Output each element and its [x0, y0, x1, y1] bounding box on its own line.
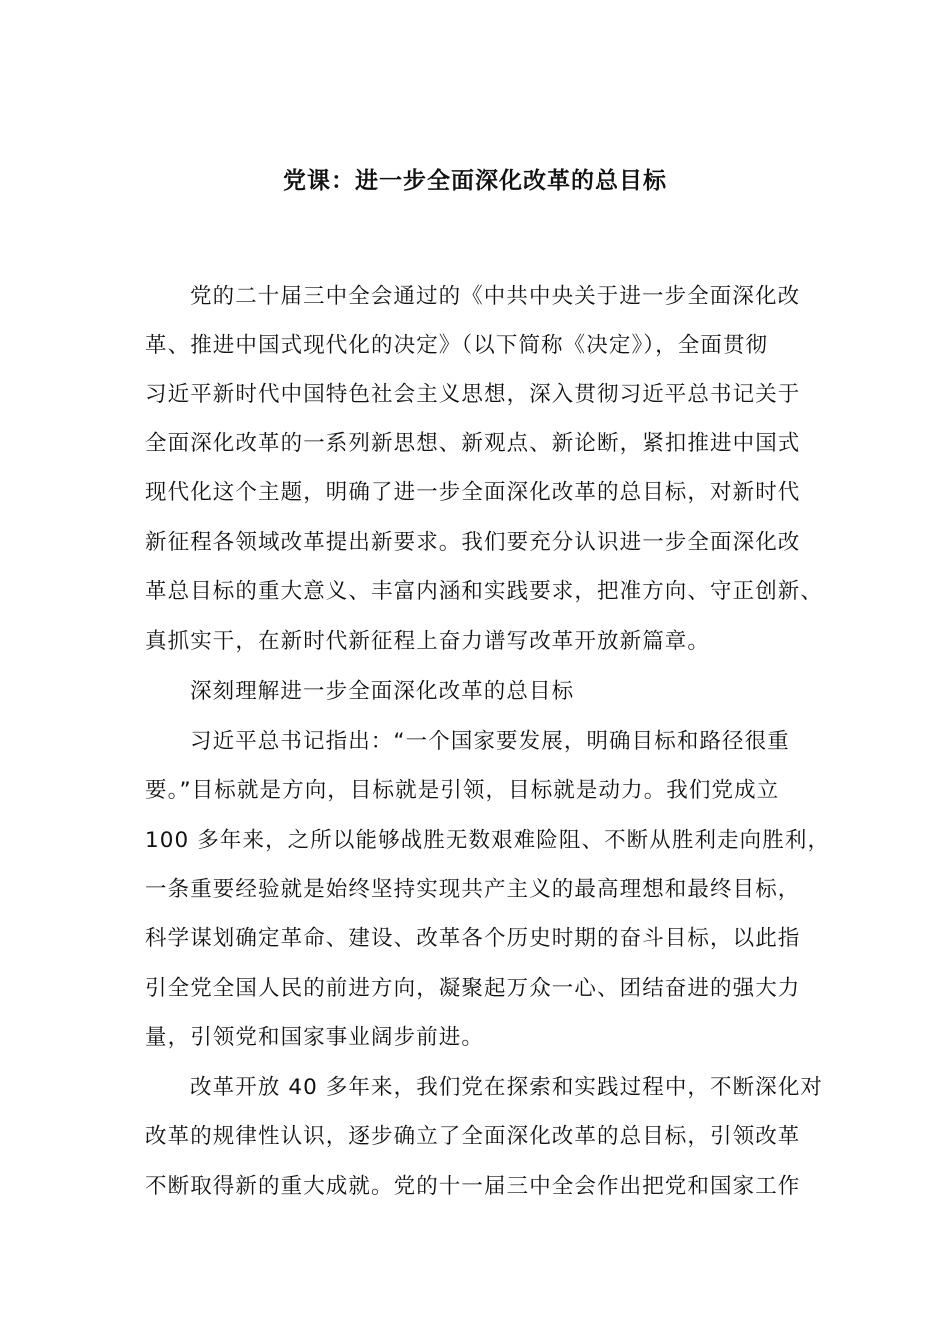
- paragraph-line: 习近平新时代中国特色社会主义思想，深入贯彻习近平总书记关于: [145, 382, 801, 407]
- document-title: 党课：进一步全面深化改革的总目标: [283, 168, 667, 194]
- paragraph-line: 革总目标的重大意义、丰富内涵和实践要求，把准方向、守正创新、: [145, 579, 824, 604]
- paragraph-line: 革、推进中国式现代化的决定》（以下简称《决定》），全面贯彻: [145, 333, 769, 358]
- paragraph-line: 新征程各领域改革提出新要求。我们要充分认识进一步全面深化改: [145, 530, 801, 555]
- paragraph-line: 引全党全国人民的前进方向，凝聚起万众一心、团结奋进的强大力: [145, 976, 801, 1001]
- section-heading: 深刻理解进一步全面深化改革的总目标: [190, 679, 575, 704]
- paragraph-line: 100 多年来，之所以能够战胜无数艰难险阻、不断从胜利走向胜利，: [145, 828, 831, 853]
- paragraph-line: 习近平总书记指出：“一个国家要发展，明确目标和路径很重: [190, 729, 790, 754]
- paragraph-line: 现代化这个主题，明确了进一步全面深化改革的总目标，对新时代: [145, 480, 801, 505]
- paragraph-line: 全面深化改革的一系列新思想、新观点、新论断，紧扣推进中国式: [145, 431, 801, 456]
- paragraph-line: 一条重要经验就是始终坚持实现共产主义的最高理想和最终目标，: [145, 877, 801, 902]
- paragraph-line: 科学谋划确定革命、建设、改革各个历史时期的奋斗目标，以此指: [145, 926, 801, 951]
- paragraph-line: 党的二十届三中全会通过的《中共中央关于进一步全面深化改: [190, 284, 801, 309]
- paragraph-line: 改革的规律性认识，逐步确立了全面深化改革的总目标，引领改革: [145, 1124, 801, 1149]
- paragraph-line: 改革开放 40 多年来，我们党在探索和实践过程中，不断深化对: [190, 1075, 824, 1100]
- paragraph-line: 量，引领党和国家事业阔步前进。: [145, 1025, 485, 1050]
- paragraph-line: 真抓实干，在新时代新征程上奋力谱写改革开放新篇章。: [145, 629, 711, 654]
- paragraph-line: 不断取得新的重大成就。党的十一届三中全会作出把党和国家工作: [145, 1174, 801, 1199]
- paragraph-line: 要。”目标就是方向，目标就是引领，目标就是动力。我们党成立: [145, 778, 780, 803]
